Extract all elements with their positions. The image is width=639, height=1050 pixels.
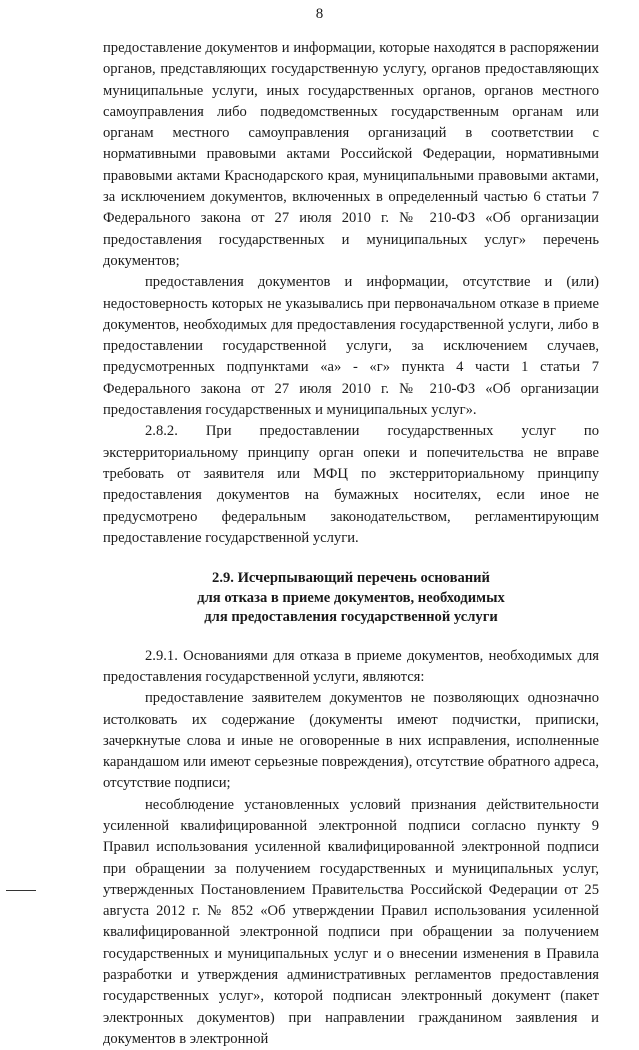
paragraph-2-8-2: 2.8.2. При предоставлении государственных услуг по экстерриториальному принципу орган опеки и попечительства не вправе требовать от заявителя или МФЦ по экстерриториальному принципу предоставления документов на бумажных носителях, если иное не предусмотрено федеральным законодательством, регламентирующим предоставление государственной услуги. (103, 423, 599, 546)
paragraph-ambiguous-documents: предоставление заявителем документов не позволяющих однозначно истолковать их содержание (документы имеют подчистки, приписки, зачеркнутые слова и иные не оговоренные в них исправления, исполненные карандашом или имеют серьезные повреждения), отсутствие обратного адреса, отсутствие подписи; (103, 690, 599, 792)
page-number: 8 (315, 6, 324, 22)
paragraph-2-9-1: 2.9.1. Основаниями для отказа в приеме документов, необходимых для предоставления государственной услуги, являются: (103, 647, 599, 685)
page-content (103, 38, 599, 1050)
paragraph-electronic-signature: несоблюдение установленных условий признания действительности усиленной квалифицированной электронной подписи согласно пункту 9 Правил использования усиленной квалифицированной электронной подписи при обращении за получением государственных и муниципальных услуг, утвержденных Постановлением Правительства Российской Федерации от 25 августа 2012 г. № 852 «Об утверждении Правил использования усиленной квалифицированной электронной подписи при обращении за получением государственных и муниципальных услуг и о внесении изменения в Правила разработки и утверждения административных регламентов предоставления государственных услуг», которой подписан электронный документ (пакет электронных документов) при направлении гражданином заявления и документов в электронной (103, 796, 599, 1047)
paragraph-documents-in-possession: предоставление документов и информации, которые находятся в распоряжении органов, представляющих государственную услугу, органов предоставляющих муниципальные услуги, иных государственных органов, органов местного самоуправления либо подведомственных государственным органам или органам местного самоуправления организаций в соответствии с нормативными правовыми актами Российской Федерации, нормативными правовыми актами Краснодарского края, муниципальными правовыми актами, за исключением документов, включенных в определенный частью 6 статьи 7 Федерального закона от 27 июля 2010 г. № 210-ФЗ «Об организации предоставления государственных и муниципальных услуг» перечень документов; (103, 40, 599, 269)
section-heading-line-1: 2.9. Исчерпывающий перечень оснований (212, 570, 490, 587)
paragraph-documents-absence: предоставления документов и информации, отсутствие и (или) недостоверность которых не указывались при первоначальном отказе в приеме документов, необходимых для предоставления государственной услуги, либо в предоставлении государственной услуги, за исключением случаев, предусмотренных подпунктами «а» - «г» пункта 4 части 1 статьи 7 Федерального закона от 27 июля 2010 г. № 210-ФЗ «Об организации предоставления государственных и муниципальных услуг». (103, 274, 599, 419)
footer-divider (6, 890, 36, 891)
section-heading-line-3: для предоставления государственной услуги (204, 609, 498, 626)
section-heading-line-2: для отказа в приеме документов, необходимых (197, 589, 505, 606)
section-heading-2-9 (103, 569, 599, 628)
